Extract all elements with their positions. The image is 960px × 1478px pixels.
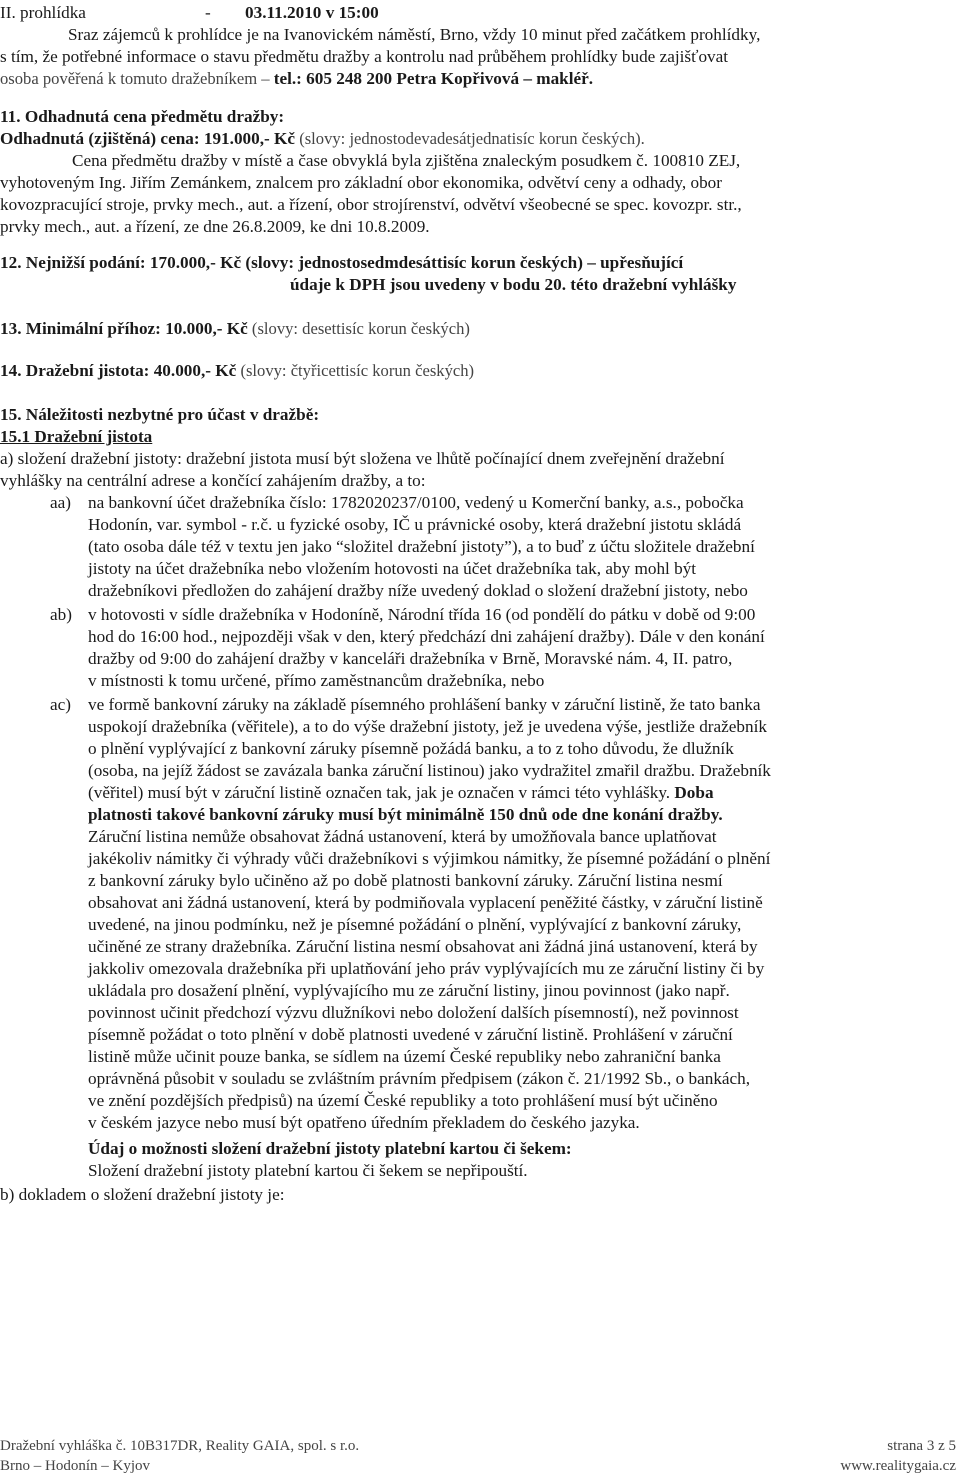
section-13-line [0, 318, 470, 340]
list-line [88, 782, 714, 804]
list-line: dražebníkovi předložen do zahájení dražby níže uvedený doklad o složení dražební jistoty, nebo [88, 581, 748, 600]
section-15-heading: 15. Náležitosti nezbytné pro účast v dražbě: [0, 405, 320, 424]
section-ii-datetime: 03.11.2010 v 15:00 [245, 3, 379, 22]
list-line: jistoty na účet dražebníka nebo vložením hotovosti na účet dražebníka tak, aby mohl být [88, 559, 697, 578]
list-line: Hodonín, var. symbol - r.č. u fyzické osoby, IČ u právnické osoby, která dražební jistotu skládá [88, 515, 742, 534]
list-line: na bankovní účet dražebníka číslo: 1782020237/0100, vedený u Komerční banky, a.s., pobočka [88, 493, 744, 512]
deposit-words: (slovy: čtyřicettisíc korun českých) [236, 361, 475, 380]
list-line: uvedené, na jinou podmínku, než je písemné požádání o plnění, vyplývající z bankovní záruky, [88, 915, 742, 934]
estimated-price-words: (slovy: jednostodevadesátjednatisíc korun českých). [295, 129, 645, 148]
min-bid-words: (slovy: desettisíc korun českých) [247, 319, 470, 338]
list-line-emphasis: Doba [674, 783, 714, 802]
paragraph-line: Sraz zájemců k prohlídce je na Ivanovickém náměstí, Brno, vždy 10 minut před začátkem prohlídky, [68, 25, 761, 44]
list-line: v českém jazyce nebo musí být opatřeno úředním překladem do českého jazyka. [88, 1113, 640, 1132]
min-bid-value: 13. Minimální příhoz: 10.000,- Kč [0, 319, 248, 338]
list-line: Záruční listina nemůže obsahovat žádná ustanovení, která by umožňovala bance uplatňovat [88, 827, 717, 846]
list-line: (osoba, na jejíž žádost se zavázala banka záruční listinou) jako vydražitel zmařil dražbu. Dražebník [88, 761, 771, 780]
list-label-aa: aa) [50, 493, 71, 512]
list-line: dražby od 9:00 do zahájení dražby v kanceláři dražebníka v Brně, Moravské nám. 4, II. patro, [88, 649, 733, 668]
list-line: v hotovosti v sídle dražebníka v Hodoníně, Národní třída 16 (od pondělí do pátku v době od 9:00 [88, 605, 756, 624]
contact-intro: osoba pověřená k tomuto dražebníkem – [0, 69, 274, 88]
estimated-price-value: Odhadnutá (zjištěná) cena: 191.000,- Kč [0, 129, 296, 148]
card-payment-text: Složení dražební jistoty platební kartou či šekem se nepřipouští. [88, 1161, 528, 1180]
list-line: ve formě bankovní záruky na základě písemného prohlášení banky v záruční listině, že tato banka [88, 695, 761, 714]
estimated-price-line [0, 128, 645, 150]
card-payment-heading: Údaj o možnosti složení dražební jistoty platební kartou či šekem: [88, 1139, 572, 1158]
list-line: ukládala pro dosažení plnění, vyplývajícího mu ze záruční listiny, jinou povinnost (jako např. [88, 981, 730, 1000]
deposit-value: 14. Dražební jistota: 40.000,- Kč [0, 361, 237, 380]
list-line: povinnost učinit předchozí výzvu dlužníkovi nebo doložení dalších písemností), než povinnost [88, 1003, 739, 1022]
list-line: obsahovat ani žádná ustanovení, která by podmiňovala vyplacení peněžité částky, v záruční listině [88, 893, 763, 912]
guarantee-validity-line: platnosti takové bankovní záruky musí být minimálně 150 dnů ode dne konání dražby. [88, 805, 723, 824]
paragraph-line: prvky mech., aut. a řízení, ze dne 26.8.2009, ke dni 10.8.2009. [0, 217, 430, 236]
list-line: jakkoliv omezovala dražebníka při uplatňování jeho práv vyplývajících mu ze záruční listiny či by [88, 959, 765, 978]
section-12-line: 12. Nejnižší podání: 170.000,- Kč (slovy: jednostosedmdesáttisíc korun českých) – upřesňující [0, 253, 684, 272]
list-line: jakékoliv námitky či výhrady vůči dražebníkovi s výjimkou námitky, že písemné požádání o plnění [88, 849, 771, 868]
list-line: v místnosti k tomu určené, přímo zaměstnancům dražebníka, nebo [88, 671, 545, 690]
section-14-line [0, 360, 474, 382]
section-12-line-2: údaje k DPH jsou uvedeny v bodu 20. této dražební vyhlášky [290, 275, 737, 294]
footer-website[interactable]: www.realitygaia.cz [840, 1458, 956, 1474]
paragraph-line: vyhlášky na centrální adrese a končící zahájením dražby, a to: [0, 471, 426, 490]
contact-line [0, 68, 593, 90]
list-line: učiněné ze strany dražebníka. Záruční listina nesmí obsahovat ani žádná jiná ustanovení, která by [88, 937, 758, 956]
list-label-ac: ac) [50, 695, 71, 714]
section-ii-title [0, 2, 86, 24]
list-label-b: b) dokladem o složení dražební jistoty je: [0, 1185, 285, 1204]
section-15-1-heading: 15.1 Dražební jistota [0, 427, 153, 446]
contact-phone: tel.: 605 248 200 Petra Kopřivová – makléř. [273, 69, 594, 88]
list-line: oprávněná působit v souladu se zvláštním právním předpisem (zákon č. 21/1992 Sb., o bankách, [88, 1069, 751, 1088]
list-line: z bankovní záruky bylo učiněno až po době platnosti bankovní záruky. Záruční listina nesmí [88, 871, 723, 890]
list-line: hod do 16:00 hod., nejpozději však v den, který předchází dni zahájení dražby). Dále v den konání [88, 627, 765, 646]
list-line: písemně požádat o toto plnění v době platnosti uvedené v záruční listině. Prohlášení v záruční [88, 1025, 733, 1044]
paragraph-line: kovozpracující stroje, prvky mech., aut. a řízení, obor strojírenství, odvětví všeobecné se spec. kovozpr. str., [0, 195, 742, 214]
section-ii-label: II. prohlídka [0, 3, 86, 22]
list-label-ab: ab) [50, 605, 72, 624]
paragraph-line: a) složení dražební jistoty: dražební jistota musí být složena ve lhůtě počínající dnem zveřejnění dražební [0, 449, 725, 468]
list-line: (tato osoba dále též v textu jen jako “složitel dražební jistoty”), a to buď z účtu složitele dražební [88, 537, 755, 556]
paragraph-line: s tím, že potřebné informace o stavu předmětu dražby a kontrolu nad průběhem prohlídky bude zajišťovat [0, 47, 729, 66]
list-line: ve znění pozdějších předpisů) na území České republiky a toto prohlášení musí být učiněno [88, 1091, 718, 1110]
paragraph-line: vyhotoveným Ing. Jiřím Zemánkem, znalcem pro základní obor ekonomika, odvětví ceny a odhady, obor [0, 173, 722, 192]
footer-locations: Brno – Hodonín – Kyjov [0, 1458, 150, 1474]
footer-document-ref: Dražební vyhláška č. 10B317DR, Reality GAIA, spol. s r.o. [0, 1438, 360, 1454]
section-ii-dash: - [205, 3, 211, 22]
list-line-text: (věřitel) musí být v záruční listině označen tak, jak je označen v rámci této vyhlášky. [88, 783, 675, 802]
section-11-heading: 11. Odhadnutá cena předmětu dražby: [0, 107, 285, 126]
paragraph-line: Cena předmětu dražby v místě a čase obvyklá byla zjištěna znaleckým posudkem č. 100810 ZEJ, [72, 151, 741, 170]
footer-page-number: strana 3 z 5 [887, 1438, 956, 1454]
list-line: o plnění vyplývající z bankovní záruky písemně požádá banku, a to z toho důvodu, že dlužník [88, 739, 734, 758]
list-line: listině může učinit pouze banka, se sídlem na území České republiky nebo zahraniční banka [88, 1047, 721, 1066]
list-line: uspokojí dražebníka (věřitele), a to do výše dražební jistoty, jež je uvedena výše, jestliže dražebník [88, 717, 767, 736]
